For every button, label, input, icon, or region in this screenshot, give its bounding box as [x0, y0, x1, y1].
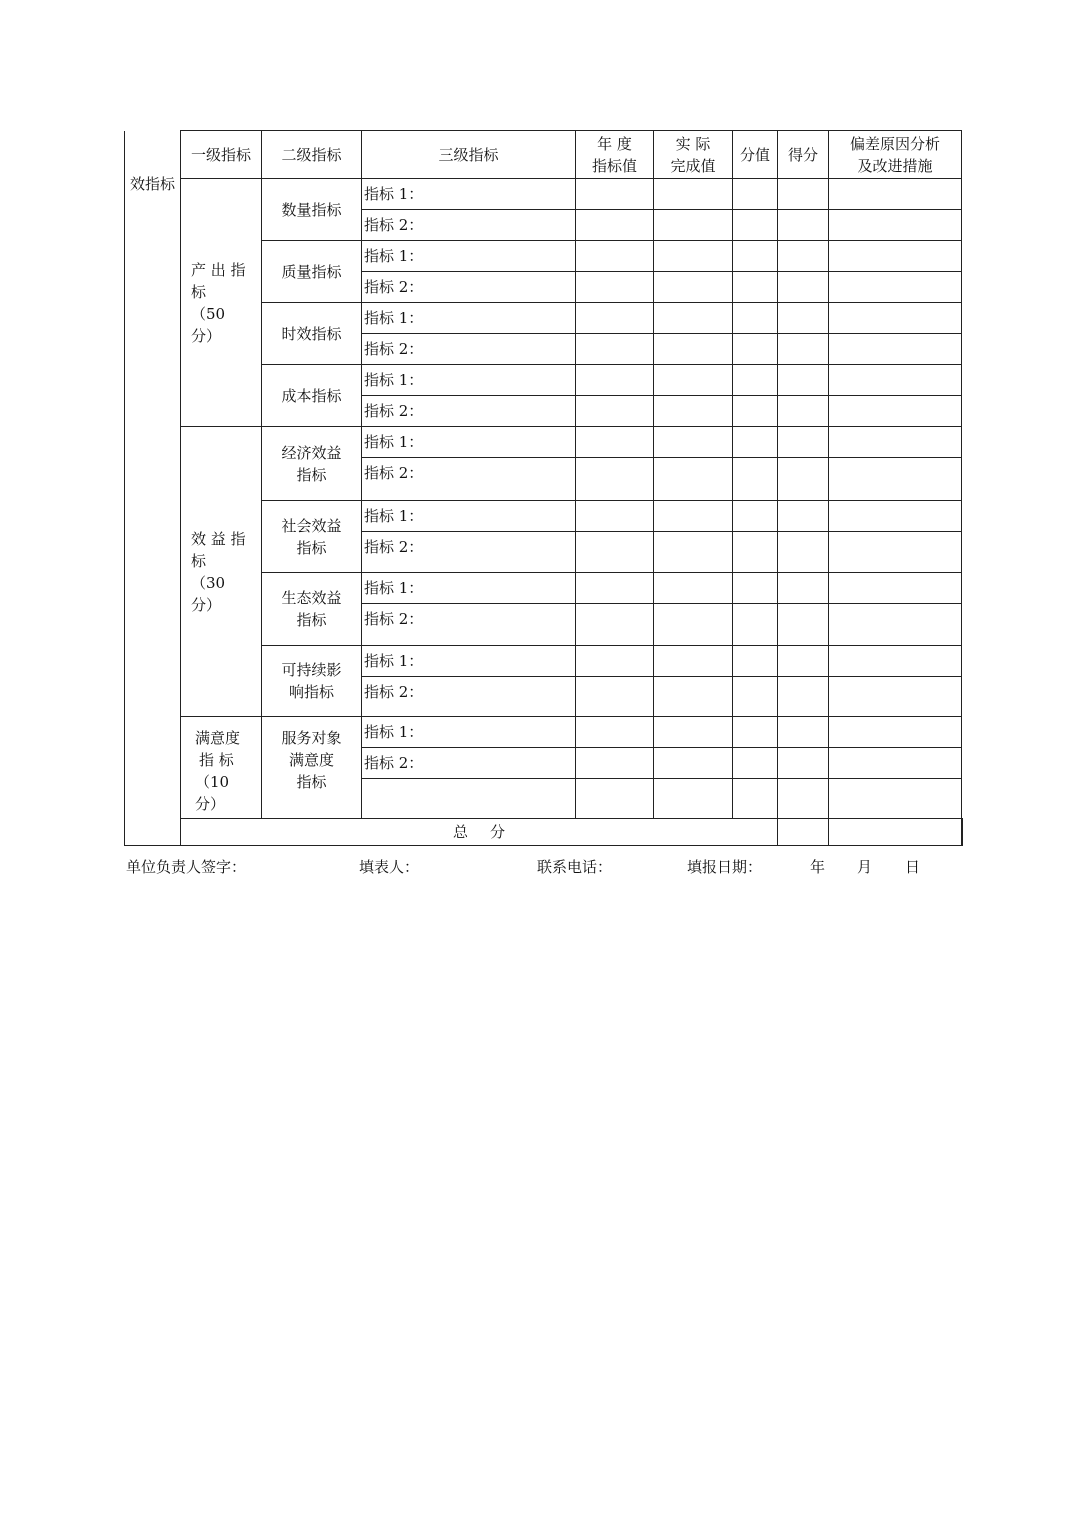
item-label: 指标 2：: [362, 532, 576, 573]
sub-cost: 成本指标: [262, 365, 362, 427]
header-level2: 二级指标: [262, 131, 362, 179]
item-label: 指标 1：: [362, 303, 576, 334]
table-row: [125, 717, 963, 748]
sub-quality: 质量指标: [262, 241, 362, 303]
sub-sustainable: 可持续影 响指标: [262, 646, 362, 717]
total-row: [125, 819, 963, 846]
sub-economic: 经济效益 指标: [262, 427, 362, 501]
item-label: 指标 2：: [362, 458, 576, 501]
header-points: 分值: [733, 131, 778, 179]
item-label: 指标 2：: [362, 272, 576, 303]
item-label: 指标 2：: [362, 604, 576, 646]
item-label: 指标 2：: [362, 748, 576, 779]
header-level1: 一级指标: [181, 131, 262, 179]
header-deviation: 偏差原因分析 及改进措施: [829, 131, 962, 179]
sub-quantity: 数量指标: [262, 179, 362, 241]
date-label: 填报日期：: [687, 858, 763, 876]
item-label: 指标 1：: [362, 427, 576, 458]
sub-social: 社会效益 指标: [262, 501, 362, 573]
category-satisfaction: 满意度 指 标 （10 分）: [181, 717, 262, 819]
header-score: 得分: [778, 131, 829, 179]
header-actual-value: 实 际 完成值: [654, 131, 733, 179]
evaluation-sheet: [124, 130, 963, 846]
leader-sign-label: 单位负责人签字：: [126, 858, 247, 876]
table-row: [125, 427, 963, 458]
item-label: 指标 1：: [362, 365, 576, 396]
header-level3: 三级指标: [362, 131, 576, 179]
sub-timeliness: 时效指标: [262, 303, 362, 365]
item-label: 指标 1：: [362, 717, 576, 748]
performance-table: [124, 130, 963, 846]
sub-ecological: 生态效益 指标: [262, 573, 362, 646]
item-label: 指标 2：: [362, 396, 576, 427]
table-row: [125, 179, 963, 210]
item-label: 指标 1：: [362, 241, 576, 272]
day-label: 日: [905, 858, 921, 876]
item-label: 指标 1：: [362, 501, 576, 532]
item-label: 指标 2：: [362, 210, 576, 241]
item-label: 指标 1：: [362, 179, 576, 210]
category-output: 产 出 指 标 （50 分）: [181, 179, 262, 427]
year-label: 年: [810, 858, 826, 876]
item-label: 指标 2：: [362, 677, 576, 717]
total-label: 总 分: [181, 819, 778, 846]
month-label: 月: [857, 858, 873, 876]
category-benefit: 效 益 指 标 （30 分）: [181, 427, 262, 717]
sub-service-satisfaction: 服务对象 满意度 指标: [262, 717, 362, 819]
phone-label: 联系电话：: [537, 858, 613, 876]
side-label: 效指标: [125, 131, 181, 846]
item-label: 指标 2：: [362, 334, 576, 365]
item-label: 指标 1：: [362, 646, 576, 677]
header-annual-target: 年 度 指标值: [576, 131, 654, 179]
header-row: [125, 131, 963, 179]
item-label: 指标 1：: [362, 573, 576, 604]
filler-label: 填表人：: [359, 858, 420, 876]
